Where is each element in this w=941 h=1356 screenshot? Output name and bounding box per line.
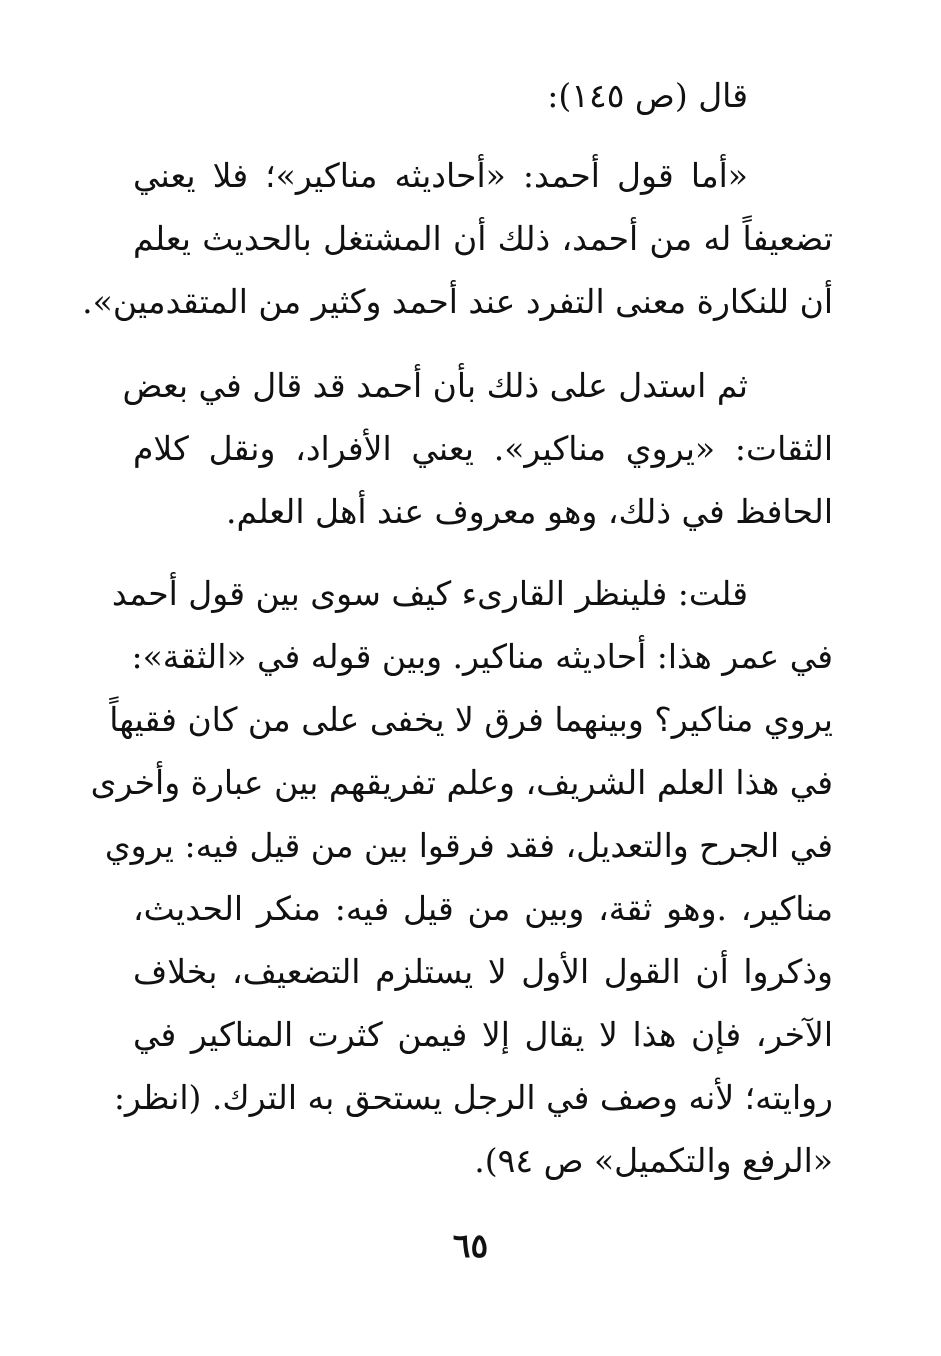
- paragraph-3-line-6: مناكير، .وهو ثقة، وبين من قيل فيه: منكر الحديث،: [133, 889, 833, 928]
- paragraph-2-line-2: الثقات: «يروي مناكير». يعني الأفراد، ونقل كلام: [133, 429, 833, 468]
- paragraph-1-line-1: «أما قول أحمد: «أحاديثه مناكير»؛ فلا يعني: [133, 156, 748, 195]
- paragraph-3-line-1: قلت: فلينظر القارىء كيف سوى بين قول أحمد: [111, 574, 748, 613]
- paragraph-3-line-4: في هذا العلم الشريف، وعلم تفريقهم بين عبارة وأخرى: [90, 763, 833, 802]
- paragraph-1-line-2: تضعيفاً له من أحمد، ذلك أن المشتغل بالحديث يعلم: [133, 219, 833, 258]
- paragraph-3-line-7: وذكروا أن القول الأول لا يستلزم التضعيف، بخلاف: [133, 952, 833, 991]
- paragraph-1-line-3: أن للنكارة معنى التفرد عند أحمد وكثير من المتقدمين».: [82, 282, 833, 321]
- paragraph-3-line-5: في الجرح والتعديل، فقد فرقوا بين من قيل فيه: يروي: [104, 826, 833, 865]
- paragraph-2-line-1: ثم استدل على ذلك بأن أحمد قد قال في بعض: [122, 366, 748, 405]
- page-number: ٦٥: [452, 1226, 489, 1265]
- paragraph-3-line-2: في عمر هذا: أحاديثه مناكير. وبين قوله في «الثقة»:: [131, 637, 833, 676]
- paragraph-3-line-3: يروي مناكير؟ وبينهما فرق لا يخفى على من كان فقيهاً: [109, 700, 833, 739]
- paragraph-3-line-8: الآخر، فإن هذا لا يقال إلا فيمن كثرت المناكير في: [133, 1015, 833, 1054]
- paragraph-3-line-10: «الرفع والتكميل» ص ٩٤).: [474, 1141, 833, 1180]
- paragraph-2-line-3: الحافظ في ذلك، وهو معروف عند أهل العلم.: [226, 492, 833, 531]
- paragraph-3-line-9: روايته؛ لأنه وصف في الرجل يستحق به الترك. (انظر:: [113, 1078, 833, 1117]
- section-heading: قال (ص ١٤٥):: [547, 76, 748, 115]
